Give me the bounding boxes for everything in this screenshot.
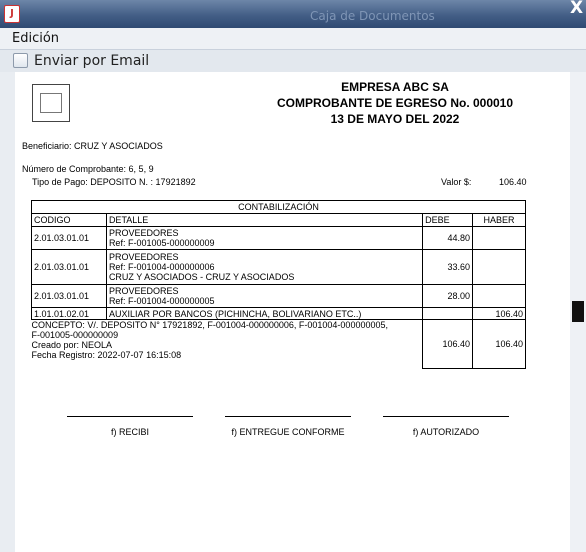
valor-amount: 106.40: [499, 177, 527, 187]
total-haber: 106.40: [473, 320, 526, 369]
header-debe: DEBE: [423, 214, 473, 227]
detalle-line: PROVEEDORES: [108, 252, 179, 262]
creado-por: Creado por: NEOLA: [31, 340, 113, 350]
cell-detalle: [106, 285, 422, 308]
cell-codigo: 2.01.03.01.01: [32, 285, 107, 308]
detalle-line: CRUZ Y ASOCIADOS - CRUZ Y ASOCIADOS: [108, 272, 295, 282]
fecha-registro: Fecha Registro: 2022-07-07 16:15:08: [31, 350, 182, 360]
email-checkbox-label[interactable]: Enviar por Email: [34, 53, 150, 69]
detalle-line: Ref: F-001005-000000009: [108, 238, 215, 248]
cell-detalle: AUXILIAR POR BANCOS (PICHINCHA, BOLIVARIANO ETC..): [106, 308, 422, 320]
concepto-block: [32, 320, 423, 369]
cell-haber: 106.40: [473, 308, 526, 320]
table-title: CONTABILIZACIÓN: [32, 201, 526, 214]
concepto-line: F-001005-000000009: [31, 330, 119, 340]
vertical-scrollbar[interactable]: [570, 72, 586, 552]
signature-line: [383, 416, 509, 417]
header-codigo: CODIGO: [32, 214, 107, 227]
header-haber: HABER: [473, 214, 526, 227]
menu-bar: [0, 28, 586, 50]
cell-codigo: 2.01.03.01.01: [32, 227, 107, 250]
signature-line: [67, 416, 193, 417]
cell-detalle: [106, 250, 422, 285]
close-icon[interactable]: X: [570, 0, 584, 18]
cell-codigo: 2.01.03.01.01: [32, 250, 107, 285]
tipo-pago: Tipo de Pago: DEPOSITO N. : 17921892: [32, 177, 196, 187]
beneficiario: Beneficiario: CRUZ Y ASOCIADOS: [22, 141, 163, 151]
email-checkbox[interactable]: [13, 53, 28, 68]
numero-comprobante: Número de Comprobante: 6, 5, 9: [22, 164, 154, 174]
cell-debe: [423, 308, 473, 320]
company-logo-image-icon: [32, 84, 70, 122]
signature-line: [225, 416, 351, 417]
window-title: Caja de Documentos: [310, 9, 435, 23]
detalle-line: Ref: F-001004-000000005: [108, 296, 215, 306]
signature-recibi: f) RECIBI: [110, 427, 149, 437]
toolbar: [0, 50, 586, 72]
table-row: [32, 308, 526, 320]
signature-autorizado: f) AUTORIZADO: [412, 427, 480, 437]
detalle-line: PROVEEDORES: [108, 286, 179, 296]
total-debe: 106.40: [423, 320, 473, 369]
detalle-line: PROVEEDORES: [108, 228, 179, 238]
cell-detalle: [106, 227, 422, 250]
cell-codigo: 1.01.01.02.01: [32, 308, 107, 320]
concepto-line: CONCEPTO: V/. DEPOSITO N° 17921892, F-001004-000000006, F-001004-000000005,: [31, 320, 388, 330]
cell-haber: [473, 285, 526, 308]
cell-debe: 44.80: [423, 227, 473, 250]
document-date: 13 DE MAYO DEL 2022: [330, 112, 460, 126]
left-margin: [0, 72, 15, 552]
detalle-line: Ref: F-001004-000000006: [108, 262, 215, 272]
cell-haber: [473, 250, 526, 285]
header-detalle: DETALLE: [106, 214, 422, 227]
window-titlebar: [0, 0, 586, 28]
cell-debe: 33.60: [423, 250, 473, 285]
cell-haber: [473, 227, 526, 250]
cell-debe: 28.00: [423, 285, 473, 308]
table-footer-row: [32, 320, 526, 369]
image-placeholder-icon: [40, 93, 62, 113]
table-row: [32, 250, 526, 285]
java-icon: J: [4, 5, 20, 23]
scroll-thumb[interactable]: [572, 301, 584, 322]
signature-entregue: f) ENTREGUE CONFORME: [231, 427, 345, 437]
document-title: COMPROBANTE DE EGRESO No. 000010: [276, 96, 514, 110]
table-row: [32, 227, 526, 250]
valor-label: Valor $:: [441, 177, 472, 187]
contabilizacion-table: [31, 200, 526, 369]
company-name: EMPRESA ABC SA: [341, 80, 449, 94]
menu-edicion[interactable]: Edición: [12, 31, 60, 46]
table-row: [32, 285, 526, 308]
